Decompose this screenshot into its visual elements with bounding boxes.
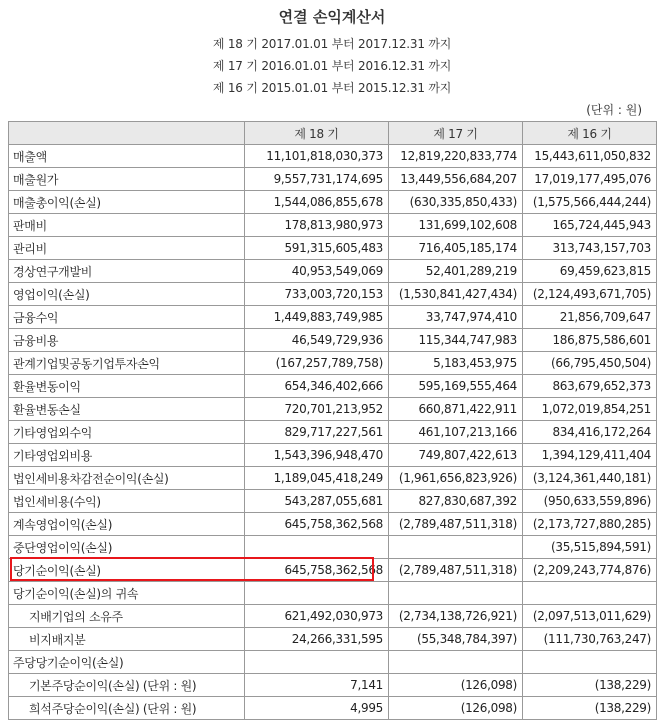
row-label: 환율변동손실 xyxy=(9,398,245,421)
value-cell: 461,107,213,166 xyxy=(389,421,523,444)
value-cell: (2,734,138,726,921) xyxy=(389,605,523,628)
row-label: 주당당기순이익(손실) xyxy=(9,651,245,674)
row-label: 금융수익 xyxy=(9,306,245,329)
value-cell: 11,101,818,030,373 xyxy=(245,145,389,168)
header-blank xyxy=(9,122,245,145)
value-cell: 591,315,605,483 xyxy=(245,237,389,260)
header-period-18: 제 18 기 xyxy=(245,122,389,145)
value-cell: 4,995 xyxy=(245,697,389,720)
row-label: 법인세비용차감전순이익(손실) xyxy=(9,467,245,490)
value-cell: (2,789,487,511,318) xyxy=(389,559,523,582)
value-cell: 186,875,586,601 xyxy=(523,329,657,352)
row-label: 관리비 xyxy=(9,237,245,260)
value-cell: 313,743,157,703 xyxy=(523,237,657,260)
value-cell: (2,209,243,774,876) xyxy=(523,559,657,582)
value-cell: (2,124,493,671,705) xyxy=(523,283,657,306)
value-cell: 834,416,172,264 xyxy=(523,421,657,444)
value-cell: 1,189,045,418,249 xyxy=(245,467,389,490)
value-cell: 17,019,177,495,076 xyxy=(523,168,657,191)
table-row xyxy=(9,283,657,306)
table-row xyxy=(9,329,657,352)
value-cell: 178,813,980,973 xyxy=(245,214,389,237)
value-cell: 829,717,227,561 xyxy=(245,421,389,444)
row-label: 당기순이익(손실) xyxy=(9,559,245,582)
row-label: 판매비 xyxy=(9,214,245,237)
value-cell: 13,449,556,684,207 xyxy=(389,168,523,191)
value-cell: (3,124,361,440,181) xyxy=(523,467,657,490)
value-cell: 716,405,185,174 xyxy=(389,237,523,260)
table-row xyxy=(9,651,657,674)
value-cell: 69,459,623,815 xyxy=(523,260,657,283)
value-cell xyxy=(389,582,523,605)
row-label: 계속영업이익(손실) xyxy=(9,513,245,536)
table-row xyxy=(9,168,657,191)
row-label: 법인세비용(수익) xyxy=(9,490,245,513)
table-row xyxy=(9,260,657,283)
value-cell: (950,633,559,896) xyxy=(523,490,657,513)
row-label: 관계기업및공동기업투자손익 xyxy=(9,352,245,375)
value-cell: (1,530,841,427,434) xyxy=(389,283,523,306)
period-line-16: 제 16 기 2015.01.01 부터 2015.12.31 까지 xyxy=(212,81,452,95)
table-row xyxy=(9,490,657,513)
row-label: 지배기업의 소유주 xyxy=(9,605,245,628)
value-cell: 7,141 xyxy=(245,674,389,697)
value-cell: 115,344,747,983 xyxy=(389,329,523,352)
period-line-17: 제 17 기 2016.01.01 부터 2016.12.31 까지 xyxy=(212,59,452,73)
row-label: 기본주당순이익(손실) (단위 : 원) xyxy=(9,674,245,697)
value-cell xyxy=(245,582,389,605)
value-cell: (55,348,784,397) xyxy=(389,628,523,651)
value-cell: 621,492,030,973 xyxy=(245,605,389,628)
value-cell: 654,346,402,666 xyxy=(245,375,389,398)
value-cell: 1,543,396,948,470 xyxy=(245,444,389,467)
value-cell: 1,544,086,855,678 xyxy=(245,191,389,214)
value-cell xyxy=(389,651,523,674)
header-period-16: 제 16 기 xyxy=(523,122,657,145)
value-cell xyxy=(245,536,389,559)
value-cell: 595,169,555,464 xyxy=(389,375,523,398)
table-row xyxy=(9,536,657,559)
table-row xyxy=(9,237,657,260)
header-period-17: 제 17 기 xyxy=(389,122,523,145)
table-row xyxy=(9,513,657,536)
row-label: 매출총이익(손실) xyxy=(9,191,245,214)
value-cell: 33,747,974,410 xyxy=(389,306,523,329)
value-cell: (2,097,513,011,629) xyxy=(523,605,657,628)
row-label: 매출원가 xyxy=(9,168,245,191)
header-row xyxy=(9,122,657,145)
value-cell xyxy=(523,582,657,605)
value-cell: 645,758,362,568 xyxy=(245,513,389,536)
value-cell: 827,830,687,392 xyxy=(389,490,523,513)
value-cell: 52,401,289,219 xyxy=(389,260,523,283)
income-statement-table xyxy=(8,121,657,720)
value-cell: (126,098) xyxy=(389,697,523,720)
value-cell: (1,961,656,823,926) xyxy=(389,467,523,490)
row-label: 환율변동이익 xyxy=(9,375,245,398)
row-label: 기타영업외수익 xyxy=(9,421,245,444)
statement-title: 연결 손익계산서 xyxy=(278,8,386,26)
value-cell: (2,789,487,511,318) xyxy=(389,513,523,536)
table-row xyxy=(9,398,657,421)
value-cell: 1,072,019,854,251 xyxy=(523,398,657,421)
value-cell xyxy=(245,651,389,674)
table-row xyxy=(9,375,657,398)
table-row xyxy=(9,697,657,720)
value-cell: (35,515,894,591) xyxy=(523,536,657,559)
unit-label: (단위 : 원) xyxy=(586,103,642,117)
value-cell xyxy=(389,536,523,559)
value-cell: (138,229) xyxy=(523,674,657,697)
value-cell: (630,335,850,433) xyxy=(389,191,523,214)
value-cell: (2,173,727,880,285) xyxy=(523,513,657,536)
table-row xyxy=(9,444,657,467)
value-cell: 15,443,611,050,832 xyxy=(523,145,657,168)
value-cell: 21,856,709,647 xyxy=(523,306,657,329)
table-row xyxy=(9,467,657,490)
value-cell: 131,699,102,608 xyxy=(389,214,523,237)
row-label: 매출액 xyxy=(9,145,245,168)
row-label: 당기순이익(손실)의 귀속 xyxy=(9,582,245,605)
table-row xyxy=(9,306,657,329)
value-cell: (138,229) xyxy=(523,697,657,720)
value-cell: (167,257,789,758) xyxy=(245,352,389,375)
period-line-18: 제 18 기 2017.01.01 부터 2017.12.31 까지 xyxy=(212,37,452,51)
value-cell: 720,701,213,952 xyxy=(245,398,389,421)
row-label: 희석주당순이익(손실) (단위 : 원) xyxy=(9,697,245,720)
value-cell: 9,557,731,174,695 xyxy=(245,168,389,191)
value-cell: 5,183,453,975 xyxy=(389,352,523,375)
value-cell: 543,287,055,681 xyxy=(245,490,389,513)
table-row xyxy=(9,214,657,237)
table-row xyxy=(9,674,657,697)
row-label: 기타영업외비용 xyxy=(9,444,245,467)
value-cell: (126,098) xyxy=(389,674,523,697)
value-cell: (111,730,763,247) xyxy=(523,628,657,651)
value-cell: (66,795,450,504) xyxy=(523,352,657,375)
value-cell: 12,819,220,833,774 xyxy=(389,145,523,168)
row-label: 경상연구개발비 xyxy=(9,260,245,283)
value-cell: 863,679,652,373 xyxy=(523,375,657,398)
value-cell: 40,953,549,069 xyxy=(245,260,389,283)
value-cell: 749,807,422,613 xyxy=(389,444,523,467)
value-cell: 46,549,729,936 xyxy=(245,329,389,352)
row-label: 중단영업이익(손실) xyxy=(9,536,245,559)
value-cell: 1,394,129,411,404 xyxy=(523,444,657,467)
table-row xyxy=(9,191,657,214)
row-label: 금융비용 xyxy=(9,329,245,352)
table-row xyxy=(9,421,657,444)
row-label: 영업이익(손실) xyxy=(9,283,245,306)
table-row xyxy=(9,628,657,651)
table-row xyxy=(9,605,657,628)
value-cell: 24,266,331,595 xyxy=(245,628,389,651)
value-cell: 645,758,362,568 xyxy=(245,559,389,582)
row-label: 비지배지분 xyxy=(9,628,245,651)
value-cell xyxy=(523,651,657,674)
table-row xyxy=(9,352,657,375)
value-cell: 1,449,883,749,985 xyxy=(245,306,389,329)
table-row-net-income xyxy=(9,559,657,582)
table-row xyxy=(9,145,657,168)
table-row xyxy=(9,582,657,605)
value-cell: 733,003,720,153 xyxy=(245,283,389,306)
value-cell: 165,724,445,943 xyxy=(523,214,657,237)
value-cell: 660,871,422,911 xyxy=(389,398,523,421)
value-cell: (1,575,566,444,244) xyxy=(523,191,657,214)
